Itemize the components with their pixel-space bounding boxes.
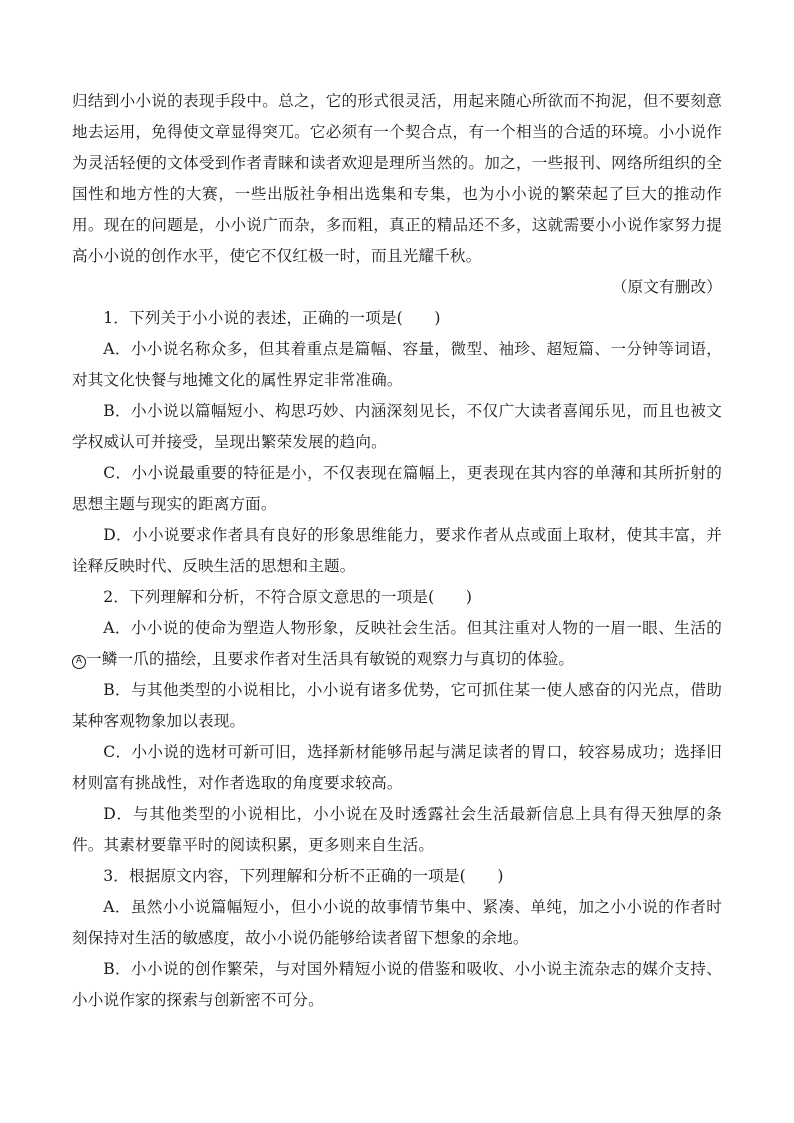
source-note: （原文有删改） <box>611 278 722 296</box>
question-2-option-d: D．与其他类型的小说相比，小小说在及时透露社会生活最新信息上具有得天独厚的条件。其素材要靠平时的阅读积累，更多则来自生活。 <box>72 805 722 854</box>
question-3-option-b: B．小小说的创作繁荣，与对国外精短小说的借鉴和吸收、小小说主流杂志的媒介支持、小小说作家的探索与创新密不可分。 <box>72 960 722 1009</box>
question-1-option-b: B．小小说以篇幅短小、构思巧妙、内涵深刻见长，不仅广大读者喜闻乐见，而且也被文学权威认可并接受，呈现出繁荣发展的趋向。 <box>72 402 722 451</box>
document-body <box>72 86 722 1016</box>
question-3-option-a: A．虽然小小说篇幅短小，但小小说的故事情节集中、紧凑、单纯，加之小小说的作者时刻保持对生活的敏感度，故小小说仍能够给读者留下想象的余地。 <box>72 898 722 947</box>
passage-paragraph: 归结到小小说的表现手段中。总之，它的形式很灵活，用起来随心所欲而不拘泥，但不要刻意地去运用，免得使文章显得突兀。它必须有一个契合点，有一个相当的合适的环境。小小说作为灵活轻便的文体受到作者青睐和读者欢迎是理所当然的。加之，一些报刊、网络所组织的全国性和地方性的大赛，一些出版社争相出选集和专集，也为小小说的繁荣起了巨大的推动作用。现在的问题是，小小说广而杂，多而粗，真正的精品还不多，这就需要小小说作家努力提高小小说的创作水平，使它不仅红极一时，而且光耀千秋。 <box>72 92 722 265</box>
question-2-option-b: B．与其他类型的小说相比，小小说有诸多优势，它可抓住某一使人感奋的闪光点，借助某种客观物象加以表现。 <box>72 681 722 730</box>
question-1-option-d: D．小小说要求作者具有良好的形象思维能力，要求作者从点或面上取材，使其丰富，并诠释反映时代、反映生活的思想和主题。 <box>72 526 722 575</box>
question-1-option-c: C．小小说最重要的特征是小，不仅表现在篇幅上，更表现在其内容的单薄和其所折射的思想主题与现实的距离方面。 <box>72 464 722 513</box>
question-1-option-a: A．小小说名称众多，但其着重点是篇幅、容量，微型、袖珍、超短篇、一分钟等词语，对其文化快餐与地摊文化的属性界定非常准确。 <box>72 340 722 389</box>
circled-a-mark-icon: A <box>72 655 86 669</box>
question-3-stem: 3．根据原文内容，下列理解和分析不正确的一项是( ) <box>103 867 504 885</box>
question-2-option-c: C．小小说的选材可新可旧，选择新材能够吊起与满足读者的胃口，较容易成功；选择旧材则富有挑战性，对作者选取的角度要求较高。 <box>72 743 722 792</box>
question-1-stem: 1．下列关于小小说的表述，正确的一项是( ) <box>103 309 441 327</box>
question-2-option-a-text: A．小小说的使命为塑造人物形象，反映社会生活。但其注重对人物的一眉一眼、生活的 <box>103 619 722 637</box>
question-2-option-a-tail: 一鳞一爪的描绘，且要求作者对生活具有敏锐的观察力与真切的体验。 <box>86 650 575 668</box>
question-2-option-a <box>72 613 722 675</box>
question-2-stem: 2．下列理解和分析，不符合原文意思的一项是( ) <box>103 588 473 606</box>
